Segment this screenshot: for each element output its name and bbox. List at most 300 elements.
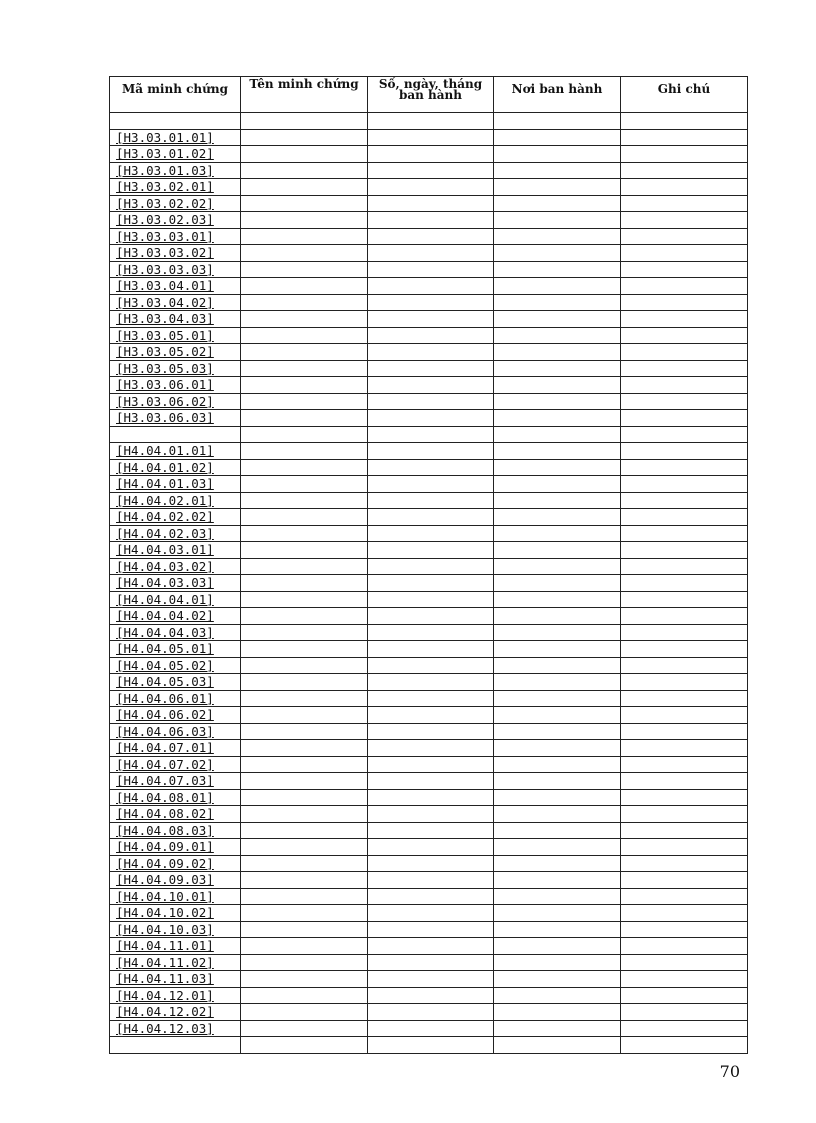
issue-number-date-cell: [368, 740, 494, 757]
notes-cell: [621, 921, 748, 938]
evidence-code-cell: [H4.04.01.03]: [110, 476, 241, 493]
evidence-name-cell: [241, 360, 368, 377]
issue-number-date-cell: [368, 888, 494, 905]
evidence-name-cell: [241, 311, 368, 328]
evidence-table: [109, 76, 748, 1054]
notes-cell: [621, 690, 748, 707]
issuing-body-cell: [494, 987, 621, 1004]
evidence-name-cell: [241, 212, 368, 229]
table-row: [110, 839, 748, 856]
table-row: [110, 261, 748, 278]
evidence-name-cell: [241, 954, 368, 971]
evidence-code-cell: [H4.04.02.02]: [110, 509, 241, 526]
table-row: [110, 888, 748, 905]
notes-cell: [621, 575, 748, 592]
issue-number-date-cell: [368, 311, 494, 328]
evidence-code-cell: [H4.04.05.03]: [110, 674, 241, 691]
notes-cell: [621, 311, 748, 328]
issue-number-date-cell: [368, 245, 494, 262]
evidence-code-cell: [H3.03.03.01]: [110, 228, 241, 245]
evidence-code-cell: [H4.04.12.02]: [110, 1004, 241, 1021]
evidence-code-cell: [H4.04.12.03]: [110, 1020, 241, 1037]
issuing-body-cell: [494, 855, 621, 872]
notes-cell: [621, 641, 748, 658]
issue-number-date-cell: [368, 212, 494, 229]
header-evidence-code: Mã minh chứng: [110, 77, 241, 113]
table-row: [110, 360, 748, 377]
evidence-code-cell: [H3.03.05.03]: [110, 360, 241, 377]
evidence-name-cell: [241, 1037, 368, 1054]
evidence-name-cell: [241, 377, 368, 394]
evidence-name-cell: [241, 789, 368, 806]
evidence-code-cell: [H3.03.05.02]: [110, 344, 241, 361]
table-row: [110, 773, 748, 790]
evidence-name-cell: [241, 327, 368, 344]
issuing-body-cell: [494, 443, 621, 460]
table-row: [110, 492, 748, 509]
page-number: 70: [719, 1062, 740, 1081]
header-evidence-name: Tên minh chứng: [241, 77, 368, 113]
table-row: [110, 410, 748, 427]
notes-cell: [621, 789, 748, 806]
table-row: [110, 789, 748, 806]
table-row: [110, 113, 748, 130]
table-row: [110, 443, 748, 460]
issue-number-date-cell: [368, 377, 494, 394]
evidence-code-cell: [110, 426, 241, 443]
header-issue-number-date: Số, ngày, tháng ban hành: [368, 77, 494, 113]
issuing-body-cell: [494, 839, 621, 856]
notes-cell: [621, 261, 748, 278]
issue-number-date-cell: [368, 443, 494, 460]
evidence-code-cell: [H4.04.06.03]: [110, 723, 241, 740]
table-row: [110, 591, 748, 608]
notes-cell: [621, 344, 748, 361]
evidence-code-cell: [H4.04.02.03]: [110, 525, 241, 542]
issue-number-date-cell: [368, 410, 494, 427]
evidence-name-cell: [241, 723, 368, 740]
table-row: [110, 146, 748, 163]
notes-cell: [621, 558, 748, 575]
evidence-name-cell: [241, 459, 368, 476]
issue-number-date-cell: [368, 162, 494, 179]
evidence-code-cell: [H3.03.04.01]: [110, 278, 241, 295]
issue-number-date-cell: [368, 1004, 494, 1021]
table-row: [110, 195, 748, 212]
evidence-name-cell: [241, 393, 368, 410]
issuing-body-cell: [494, 476, 621, 493]
evidence-name-cell: [241, 888, 368, 905]
notes-cell: [621, 872, 748, 889]
issue-number-date-cell: [368, 624, 494, 641]
notes-cell: [621, 212, 748, 229]
evidence-code-cell: [H4.04.03.03]: [110, 575, 241, 592]
issuing-body-cell: [494, 608, 621, 625]
evidence-name-cell: [241, 443, 368, 460]
evidence-code-cell: [H4.04.01.01]: [110, 443, 241, 460]
evidence-code-cell: [H4.04.07.02]: [110, 756, 241, 773]
issuing-body-cell: [494, 773, 621, 790]
evidence-code-cell: [H3.03.04.03]: [110, 311, 241, 328]
evidence-code-cell: [H4.04.03.01]: [110, 542, 241, 559]
table-row: [110, 806, 748, 823]
notes-cell: [621, 756, 748, 773]
issuing-body-cell: [494, 113, 621, 130]
evidence-name-cell: [241, 228, 368, 245]
evidence-code-cell: [H3.03.01.01]: [110, 129, 241, 146]
issue-number-date-cell: [368, 608, 494, 625]
notes-cell: [621, 938, 748, 955]
evidence-code-cell: [H4.04.02.01]: [110, 492, 241, 509]
evidence-name-cell: [241, 591, 368, 608]
notes-cell: [621, 509, 748, 526]
evidence-name-cell: [241, 542, 368, 559]
issuing-body-cell: [494, 905, 621, 922]
evidence-code-cell: [H4.04.11.01]: [110, 938, 241, 955]
issue-number-date-cell: [368, 723, 494, 740]
evidence-code-cell: [H3.03.03.03]: [110, 261, 241, 278]
evidence-code-cell: [H4.04.08.01]: [110, 789, 241, 806]
notes-cell: [621, 723, 748, 740]
evidence-code-cell: [H4.04.10.01]: [110, 888, 241, 905]
issuing-body-cell: [494, 1004, 621, 1021]
issuing-body-cell: [494, 377, 621, 394]
notes-cell: [621, 542, 748, 559]
notes-cell: [621, 278, 748, 295]
notes-cell: [621, 195, 748, 212]
notes-cell: [621, 129, 748, 146]
issuing-body-cell: [494, 245, 621, 262]
evidence-name-cell: [241, 476, 368, 493]
issuing-body-cell: [494, 938, 621, 955]
notes-cell: [621, 855, 748, 872]
issuing-body-cell: [494, 360, 621, 377]
issuing-body-cell: [494, 872, 621, 889]
table-row: [110, 905, 748, 922]
evidence-code-cell: [H3.03.02.02]: [110, 195, 241, 212]
table-row: [110, 393, 748, 410]
evidence-code-cell: [H3.03.03.02]: [110, 245, 241, 262]
notes-cell: [621, 476, 748, 493]
issue-number-date-cell: [368, 327, 494, 344]
table-row: [110, 476, 748, 493]
notes-cell: [621, 360, 748, 377]
evidence-code-cell: [H3.03.01.03]: [110, 162, 241, 179]
issuing-body-cell: [494, 756, 621, 773]
notes-cell: [621, 657, 748, 674]
issuing-body-cell: [494, 278, 621, 295]
notes-cell: [621, 459, 748, 476]
evidence-name-cell: [241, 773, 368, 790]
issuing-body-cell: [494, 558, 621, 575]
table-row: [110, 1020, 748, 1037]
issuing-body-cell: [494, 641, 621, 658]
notes-cell: [621, 1037, 748, 1054]
table-row: [110, 674, 748, 691]
issuing-body-cell: [494, 525, 621, 542]
issue-number-date-cell: [368, 971, 494, 988]
issue-number-date-cell: [368, 905, 494, 922]
evidence-code-cell: [H3.03.04.02]: [110, 294, 241, 311]
evidence-name-cell: [241, 179, 368, 196]
notes-cell: [621, 839, 748, 856]
issuing-body-cell: [494, 542, 621, 559]
issuing-body-cell: [494, 921, 621, 938]
issue-number-date-cell: [368, 393, 494, 410]
evidence-code-cell: [H3.03.02.01]: [110, 179, 241, 196]
evidence-code-cell: [H4.04.09.02]: [110, 855, 241, 872]
notes-cell: [621, 707, 748, 724]
notes-cell: [621, 624, 748, 641]
issuing-body-cell: [494, 822, 621, 839]
evidence-code-cell: [H4.04.07.03]: [110, 773, 241, 790]
table-row: [110, 228, 748, 245]
issue-number-date-cell: [368, 476, 494, 493]
issuing-body-cell: [494, 228, 621, 245]
table-row: [110, 740, 748, 757]
evidence-name-cell: [241, 344, 368, 361]
notes-cell: [621, 294, 748, 311]
evidence-name-cell: [241, 971, 368, 988]
evidence-name-cell: [241, 756, 368, 773]
evidence-name-cell: [241, 806, 368, 823]
evidence-code-cell: [H4.04.06.01]: [110, 690, 241, 707]
issuing-body-cell: [494, 888, 621, 905]
issue-number-date-cell: [368, 855, 494, 872]
table-row: [110, 327, 748, 344]
table-row: [110, 657, 748, 674]
issuing-body-cell: [494, 1037, 621, 1054]
evidence-code-cell: [H4.04.09.03]: [110, 872, 241, 889]
notes-cell: [621, 146, 748, 163]
table-row: [110, 344, 748, 361]
issue-number-date-cell: [368, 657, 494, 674]
evidence-name-cell: [241, 921, 368, 938]
evidence-name-cell: [241, 905, 368, 922]
evidence-code-cell: [110, 1037, 241, 1054]
evidence-name-cell: [241, 426, 368, 443]
issue-number-date-cell: [368, 690, 494, 707]
evidence-code-cell: [H4.04.08.02]: [110, 806, 241, 823]
evidence-code-cell: [H3.03.06.02]: [110, 393, 241, 410]
evidence-code-cell: [H4.04.07.01]: [110, 740, 241, 757]
table-row: [110, 278, 748, 295]
evidence-code-cell: [H4.04.12.01]: [110, 987, 241, 1004]
table-row: [110, 1004, 748, 1021]
notes-cell: [621, 608, 748, 625]
notes-cell: [621, 954, 748, 971]
table-row: [110, 624, 748, 641]
table-row: [110, 212, 748, 229]
issuing-body-cell: [494, 707, 621, 724]
evidence-name-cell: [241, 575, 368, 592]
header-notes: Ghi chú: [621, 77, 748, 113]
issuing-body-cell: [494, 294, 621, 311]
notes-cell: [621, 822, 748, 839]
notes-cell: [621, 1020, 748, 1037]
notes-cell: [621, 162, 748, 179]
issue-number-date-cell: [368, 129, 494, 146]
table-row: [110, 756, 748, 773]
issue-number-date-cell: [368, 294, 494, 311]
notes-cell: [621, 987, 748, 1004]
issuing-body-cell: [494, 789, 621, 806]
issue-number-date-cell: [368, 591, 494, 608]
table-row: [110, 575, 748, 592]
issue-number-date-cell: [368, 459, 494, 476]
issue-number-date-cell: [368, 641, 494, 658]
notes-cell: [621, 591, 748, 608]
evidence-name-cell: [241, 509, 368, 526]
issuing-body-cell: [494, 327, 621, 344]
issuing-body-cell: [494, 426, 621, 443]
table-row: [110, 377, 748, 394]
issuing-body-cell: [494, 1020, 621, 1037]
issuing-body-cell: [494, 954, 621, 971]
evidence-code-cell: [H4.04.06.02]: [110, 707, 241, 724]
notes-cell: [621, 377, 748, 394]
evidence-name-cell: [241, 195, 368, 212]
table-row: [110, 245, 748, 262]
evidence-name-cell: [241, 113, 368, 130]
table-row: [110, 542, 748, 559]
issuing-body-cell: [494, 971, 621, 988]
notes-cell: [621, 426, 748, 443]
evidence-code-cell: [H3.03.01.02]: [110, 146, 241, 163]
table-row: [110, 938, 748, 955]
evidence-name-cell: [241, 938, 368, 955]
issuing-body-cell: [494, 740, 621, 757]
table-row: [110, 707, 748, 724]
issuing-body-cell: [494, 129, 621, 146]
table-row: [110, 162, 748, 179]
evidence-name-cell: [241, 839, 368, 856]
evidence-code-cell: [H3.03.06.01]: [110, 377, 241, 394]
issuing-body-cell: [494, 344, 621, 361]
evidence-code-cell: [H3.03.06.03]: [110, 410, 241, 427]
table-header-row: [110, 77, 748, 113]
evidence-code-cell: [110, 113, 241, 130]
issue-number-date-cell: [368, 822, 494, 839]
evidence-name-cell: [241, 162, 368, 179]
issue-number-date-cell: [368, 179, 494, 196]
issue-number-date-cell: [368, 674, 494, 691]
evidence-name-cell: [241, 525, 368, 542]
issuing-body-cell: [494, 509, 621, 526]
table-row: [110, 822, 748, 839]
evidence-name-cell: [241, 410, 368, 427]
issue-number-date-cell: [368, 806, 494, 823]
evidence-name-cell: [241, 492, 368, 509]
table-row: [110, 921, 748, 938]
evidence-name-cell: [241, 641, 368, 658]
header-issuing-body: Nơi ban hành: [494, 77, 621, 113]
issue-number-date-cell: [368, 228, 494, 245]
issuing-body-cell: [494, 261, 621, 278]
table-row: [110, 426, 748, 443]
table-row: [110, 987, 748, 1004]
evidence-code-cell: [H4.04.03.02]: [110, 558, 241, 575]
notes-cell: [621, 1004, 748, 1021]
issue-number-date-cell: [368, 954, 494, 971]
table-row: [110, 690, 748, 707]
evidence-name-cell: [241, 690, 368, 707]
issue-number-date-cell: [368, 146, 494, 163]
table-row: [110, 608, 748, 625]
table-row: [110, 525, 748, 542]
issuing-body-cell: [494, 195, 621, 212]
issuing-body-cell: [494, 723, 621, 740]
table-row: [110, 954, 748, 971]
evidence-code-cell: [H4.04.04.01]: [110, 591, 241, 608]
issue-number-date-cell: [368, 360, 494, 377]
issue-number-date-cell: [368, 492, 494, 509]
evidence-code-cell: [H4.04.09.01]: [110, 839, 241, 856]
notes-cell: [621, 773, 748, 790]
issue-number-date-cell: [368, 113, 494, 130]
evidence-code-cell: [H4.04.04.02]: [110, 608, 241, 625]
evidence-code-cell: [H4.04.05.02]: [110, 657, 241, 674]
evidence-code-cell: [H3.03.02.03]: [110, 212, 241, 229]
issue-number-date-cell: [368, 756, 494, 773]
notes-cell: [621, 674, 748, 691]
notes-cell: [621, 492, 748, 509]
table-row: [110, 509, 748, 526]
issuing-body-cell: [494, 146, 621, 163]
issuing-body-cell: [494, 162, 621, 179]
evidence-name-cell: [241, 245, 368, 262]
issue-number-date-cell: [368, 558, 494, 575]
table-row: [110, 723, 748, 740]
issue-number-date-cell: [368, 195, 494, 212]
evidence-name-cell: [241, 1020, 368, 1037]
table-row: [110, 311, 748, 328]
issuing-body-cell: [494, 674, 621, 691]
table-row: [110, 1037, 748, 1054]
issuing-body-cell: [494, 179, 621, 196]
notes-cell: [621, 245, 748, 262]
evidence-name-cell: [241, 146, 368, 163]
issuing-body-cell: [494, 212, 621, 229]
evidence-name-cell: [241, 624, 368, 641]
issue-number-date-cell: [368, 872, 494, 889]
notes-cell: [621, 525, 748, 542]
notes-cell: [621, 971, 748, 988]
evidence-code-cell: [H4.04.10.03]: [110, 921, 241, 938]
evidence-name-cell: [241, 129, 368, 146]
notes-cell: [621, 806, 748, 823]
issue-number-date-cell: [368, 773, 494, 790]
issue-number-date-cell: [368, 789, 494, 806]
issuing-body-cell: [494, 492, 621, 509]
table-row: [110, 129, 748, 146]
evidence-name-cell: [241, 707, 368, 724]
issue-number-date-cell: [368, 1020, 494, 1037]
issuing-body-cell: [494, 657, 621, 674]
evidence-code-cell: [H4.04.01.02]: [110, 459, 241, 476]
notes-cell: [621, 740, 748, 757]
issuing-body-cell: [494, 410, 621, 427]
evidence-code-cell: [H4.04.04.03]: [110, 624, 241, 641]
notes-cell: [621, 228, 748, 245]
issuing-body-cell: [494, 311, 621, 328]
issuing-body-cell: [494, 690, 621, 707]
evidence-name-cell: [241, 855, 368, 872]
issue-number-date-cell: [368, 278, 494, 295]
evidence-name-cell: [241, 261, 368, 278]
evidence-name-cell: [241, 294, 368, 311]
issue-number-date-cell: [368, 575, 494, 592]
